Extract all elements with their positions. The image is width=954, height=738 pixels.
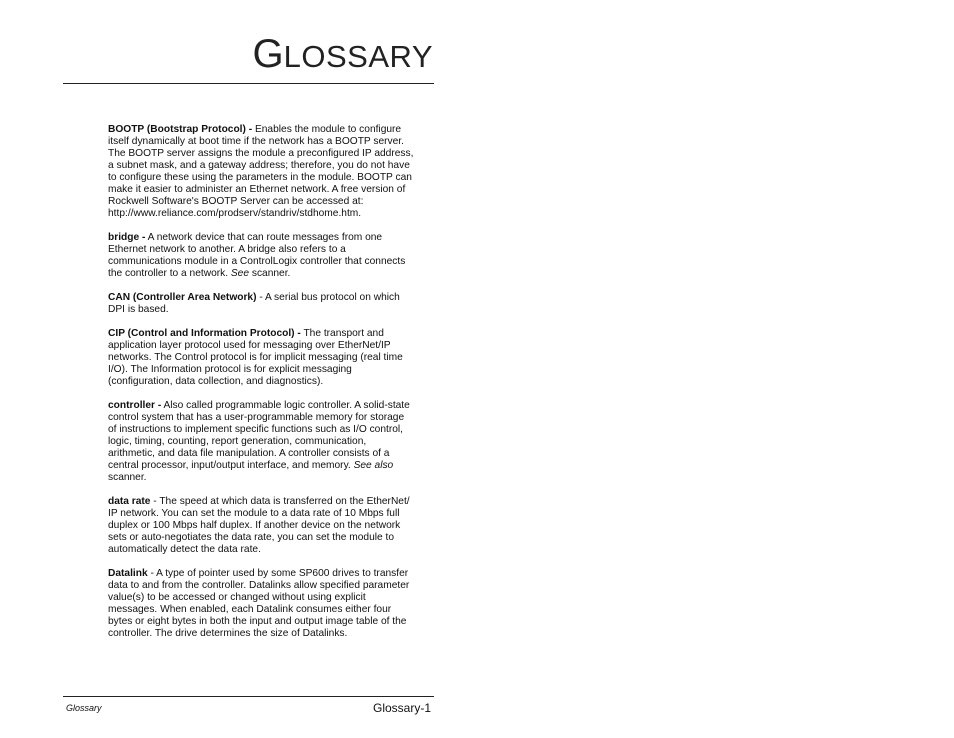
definition-line: arithmetic, and data file manipulation. A controller consists of a bbox=[108, 448, 390, 459]
definition-line: - A serial bus protocol on which bbox=[256, 292, 400, 303]
glossary-entry-controller bbox=[108, 400, 432, 484]
page-title-initial: G bbox=[252, 32, 284, 76]
definition-line: the controller to a network. bbox=[108, 268, 231, 279]
footer-page-number: Glossary-1 bbox=[372, 701, 431, 715]
definition-line: of instructions to implement specific functions such as I/O control, bbox=[108, 424, 403, 435]
definition-line: scanner. bbox=[108, 472, 147, 483]
definition-line: - The speed at which data is transferred on the EtherNet/ bbox=[150, 496, 410, 507]
definition-line: scanner. bbox=[249, 268, 291, 279]
definition-line: Also called programmable logic controller. A solid-state bbox=[161, 400, 410, 411]
definition-line: networks. The Control protocol is for implicit messaging (real time bbox=[108, 352, 403, 363]
definition-line: to configure these using the parameters in the module. BOOTP can bbox=[108, 172, 412, 183]
glossary-entries bbox=[108, 124, 432, 652]
glossary-term: bridge - bbox=[108, 232, 146, 243]
definition-line: Ethernet network to another. A bridge also refers to a bbox=[108, 244, 346, 255]
page-title bbox=[63, 34, 433, 74]
glossary-term: Datalink bbox=[108, 568, 148, 579]
definition-line: make it easier to administer an Ethernet network. A free version of bbox=[108, 184, 406, 195]
glossary-term: BOOTP (Bootstrap Protocol) - bbox=[108, 124, 253, 135]
page-title-rest: LOSSARY bbox=[283, 39, 433, 74]
glossary-term: CAN (Controller Area Network) bbox=[108, 292, 257, 303]
definition-line: application layer protocol used for messaging over EtherNet/IP bbox=[108, 340, 391, 351]
see-also-reference: See also bbox=[353, 460, 394, 471]
definition-line: Enables the module to configure bbox=[252, 124, 402, 135]
definition-line: control system that has a user-programmable memory for storage bbox=[108, 412, 405, 423]
definition-line: communications module in a ControlLogix controller that connects bbox=[108, 256, 406, 267]
definition-line: central processor, input/output interface, and memory. bbox=[108, 460, 354, 471]
definition-line: sets or auto-negotiates the data rate, you can set the module to bbox=[108, 532, 394, 543]
definition-line: automatically detect the data rate. bbox=[108, 544, 261, 555]
definition-line: value(s) to be accessed or changed without using explicit bbox=[108, 592, 366, 603]
see-reference: See bbox=[230, 268, 250, 279]
glossary-term: CIP (Control and Information Protocol) - bbox=[108, 328, 301, 339]
definition-line: (configuration, data collection, and diagnostics). bbox=[108, 376, 324, 387]
glossary-entry-can bbox=[108, 292, 432, 316]
definition-line: IP network. You can set the module to a data rate of 10 Mbps full bbox=[108, 508, 400, 519]
footer-section-label: Glossary bbox=[66, 703, 102, 713]
glossary-entry-cip bbox=[108, 328, 432, 388]
definition-line: bytes or eight bytes in both the input and output image table of the bbox=[108, 616, 407, 627]
definition-line: messages. When enabled, each Datalink consumes either four bbox=[108, 604, 392, 615]
glossary-entry-datalink bbox=[108, 568, 432, 640]
definition-line: A network device that can route messages from one bbox=[145, 232, 383, 243]
definition-line: a subnet mask, and a gateway address; therefore, you do not have bbox=[108, 160, 410, 171]
definition-line: Rockwell Software's BOOTP Server can be accessed at: bbox=[108, 196, 364, 207]
definition-line: http://www.reliance.com/prodserv/standriv/stdhome.htm. bbox=[108, 208, 362, 219]
definition-line: The BOOTP server assigns the module a preconfigured IP address, bbox=[108, 148, 414, 159]
glossary-entry-bootp bbox=[108, 124, 432, 220]
glossary-term: data rate bbox=[108, 496, 151, 507]
footer-rule bbox=[63, 696, 434, 697]
header-rule bbox=[63, 83, 434, 84]
definition-line: DPI is based. bbox=[108, 304, 169, 315]
glossary-entry-data-rate bbox=[108, 496, 432, 556]
definition-line: data to and from the controller. Datalinks allow specified parameter bbox=[108, 580, 410, 591]
glossary-entry-bridge bbox=[108, 232, 432, 280]
definition-line: controller. The drive determines the size of Datalinks. bbox=[108, 628, 348, 639]
definition-line: itself dynamically at boot time if the network has a BOOTP server. bbox=[108, 136, 404, 147]
definition-line: duplex or 100 Mbps half duplex. If another device on the network bbox=[108, 520, 401, 531]
definition-line: logic, timing, counting, report generation, communication, bbox=[108, 436, 367, 447]
definition-line: I/O). The Information protocol is for explicit messaging bbox=[108, 364, 352, 375]
glossary-term: controller - bbox=[108, 400, 162, 411]
definition-line: The transport and bbox=[300, 328, 384, 339]
definition-line: - A type of pointer used by some SP600 drives to transfer bbox=[147, 568, 409, 579]
